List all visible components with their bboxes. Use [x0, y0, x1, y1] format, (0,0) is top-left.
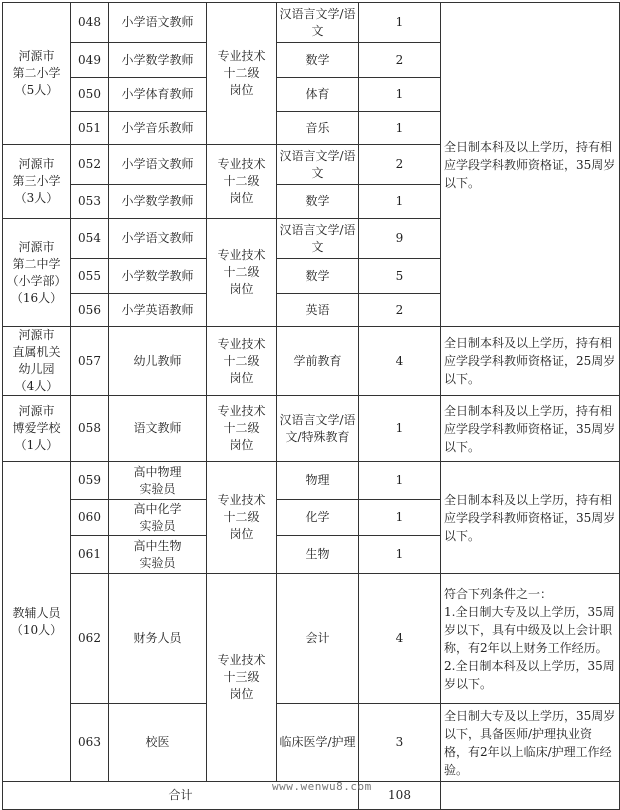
subject: 数学: [277, 43, 359, 78]
post-code: 053: [71, 185, 109, 219]
headcount: 1: [359, 112, 441, 145]
post-name: 高中化学 实验员: [109, 500, 207, 536]
unit-cell: 河源市 直属机关 幼儿园 （4人）: [3, 327, 71, 396]
post-name: 小学数学教师: [109, 43, 207, 78]
total-value: 108: [359, 782, 441, 810]
total-empty: [441, 782, 620, 810]
headcount: 2: [359, 294, 441, 327]
post-code: 057: [71, 327, 109, 396]
post-code: 062: [71, 574, 109, 704]
post-level: 专业技术 十二级 岗位: [207, 219, 277, 327]
headcount: 1: [359, 536, 441, 574]
post-code: 056: [71, 294, 109, 327]
unit-cell: 教辅人员 （10人）: [3, 462, 71, 782]
headcount: 3: [359, 704, 441, 782]
post-level: 专业技术 十二级 岗位: [207, 462, 277, 574]
post-code: 063: [71, 704, 109, 782]
subject: 数学: [277, 259, 359, 294]
post-code: 048: [71, 3, 109, 43]
subject: 数学: [277, 185, 359, 219]
total-label: 合计: [3, 782, 359, 810]
headcount: 1: [359, 3, 441, 43]
post-code: 061: [71, 536, 109, 574]
headcount: 4: [359, 327, 441, 396]
unit-cell: 河源市 第三小学 （3人）: [3, 145, 71, 219]
post-name: 小学体育教师: [109, 78, 207, 112]
post-code: 051: [71, 112, 109, 145]
post-level: 专业技术 十二级 岗位: [207, 145, 277, 219]
headcount: 5: [359, 259, 441, 294]
headcount: 1: [359, 500, 441, 536]
post-code: 060: [71, 500, 109, 536]
subject: 音乐: [277, 112, 359, 145]
subject: 汉语言文学/语文: [277, 219, 359, 259]
subject: 物理: [277, 462, 359, 500]
subject: 会计: [277, 574, 359, 704]
subject: 临床医学/护理: [277, 704, 359, 782]
post-code: 055: [71, 259, 109, 294]
subject: 化学: [277, 500, 359, 536]
headcount: 1: [359, 396, 441, 462]
post-name: 校医: [109, 704, 207, 782]
headcount: 2: [359, 43, 441, 78]
post-name: 小学语文教师: [109, 219, 207, 259]
requirements: 全日制本科及以上学历，持有相应学段学科教师资格证，35周岁以下。: [441, 396, 620, 462]
requirements: 全日制大专及以上学历，35周岁以下，具备医师/护理执业资格，有2年以上临床/护理工作经验。: [441, 704, 620, 782]
requirements: 全日制本科及以上学历，持有相应学段学科教师资格证，35周岁以下。: [441, 462, 620, 574]
post-name: 小学语文教师: [109, 145, 207, 185]
subject: 生物: [277, 536, 359, 574]
table-row: [3, 327, 620, 396]
headcount: 9: [359, 219, 441, 259]
subject: 汉语言文学/语文/特殊教育: [277, 396, 359, 462]
table-row: [3, 396, 620, 462]
unit-cell: 河源市 第二中学 （小学部） （16人）: [3, 219, 71, 327]
post-name: 小学英语教师: [109, 294, 207, 327]
post-name: 财务人员: [109, 574, 207, 704]
watermark: www.wenwu8.com: [272, 780, 372, 793]
table-row: [3, 3, 620, 43]
headcount: 1: [359, 185, 441, 219]
post-name: 幼儿教师: [109, 327, 207, 396]
post-code: 052: [71, 145, 109, 185]
subject: 汉语言文学/语文: [277, 3, 359, 43]
post-code: 059: [71, 462, 109, 500]
post-name: 小学音乐教师: [109, 112, 207, 145]
subject: 英语: [277, 294, 359, 327]
recruitment-table: [2, 2, 620, 810]
post-name: 高中物理 实验员: [109, 462, 207, 500]
post-level: 专业技术 十二级 岗位: [207, 327, 277, 396]
headcount: 4: [359, 574, 441, 704]
requirements: 全日制本科及以上学历，持有相应学段学科教师资格证，35周岁以下。: [441, 3, 620, 327]
headcount: 2: [359, 145, 441, 185]
post-name: 小学数学教师: [109, 259, 207, 294]
post-name: 小学语文教师: [109, 3, 207, 43]
subject: 体育: [277, 78, 359, 112]
post-code: 054: [71, 219, 109, 259]
headcount: 1: [359, 78, 441, 112]
post-name: 小学数学教师: [109, 185, 207, 219]
post-level: 专业技术 十三级 岗位: [207, 574, 277, 782]
post-code: 049: [71, 43, 109, 78]
post-name: 语文教师: [109, 396, 207, 462]
headcount: 1: [359, 462, 441, 500]
unit-cell: 河源市 博爱学校 （1人）: [3, 396, 71, 462]
table-row: [3, 574, 620, 704]
post-level: 专业技术 十二级 岗位: [207, 3, 277, 145]
requirements: 全日制本科及以上学历，持有相应学段学科教师资格证，25周岁以下。: [441, 327, 620, 396]
post-code: 058: [71, 396, 109, 462]
post-name: 高中生物 实验员: [109, 536, 207, 574]
post-code: 050: [71, 78, 109, 112]
table-row: [3, 462, 620, 500]
post-level: 专业技术 十二级 岗位: [207, 396, 277, 462]
unit-cell: 河源市 第二小学 （5人）: [3, 3, 71, 145]
subject: 汉语言文学/语文: [277, 145, 359, 185]
subject: 学前教育: [277, 327, 359, 396]
table-row: [3, 704, 620, 782]
requirements: 符合下列条件之一： 1.全日制大专及以上学历，35周岁以下，具有中级及以上会计职称，有2年以上财务工作经历。 2.全日制本科及以上学历，35周岁以下。: [441, 574, 620, 704]
